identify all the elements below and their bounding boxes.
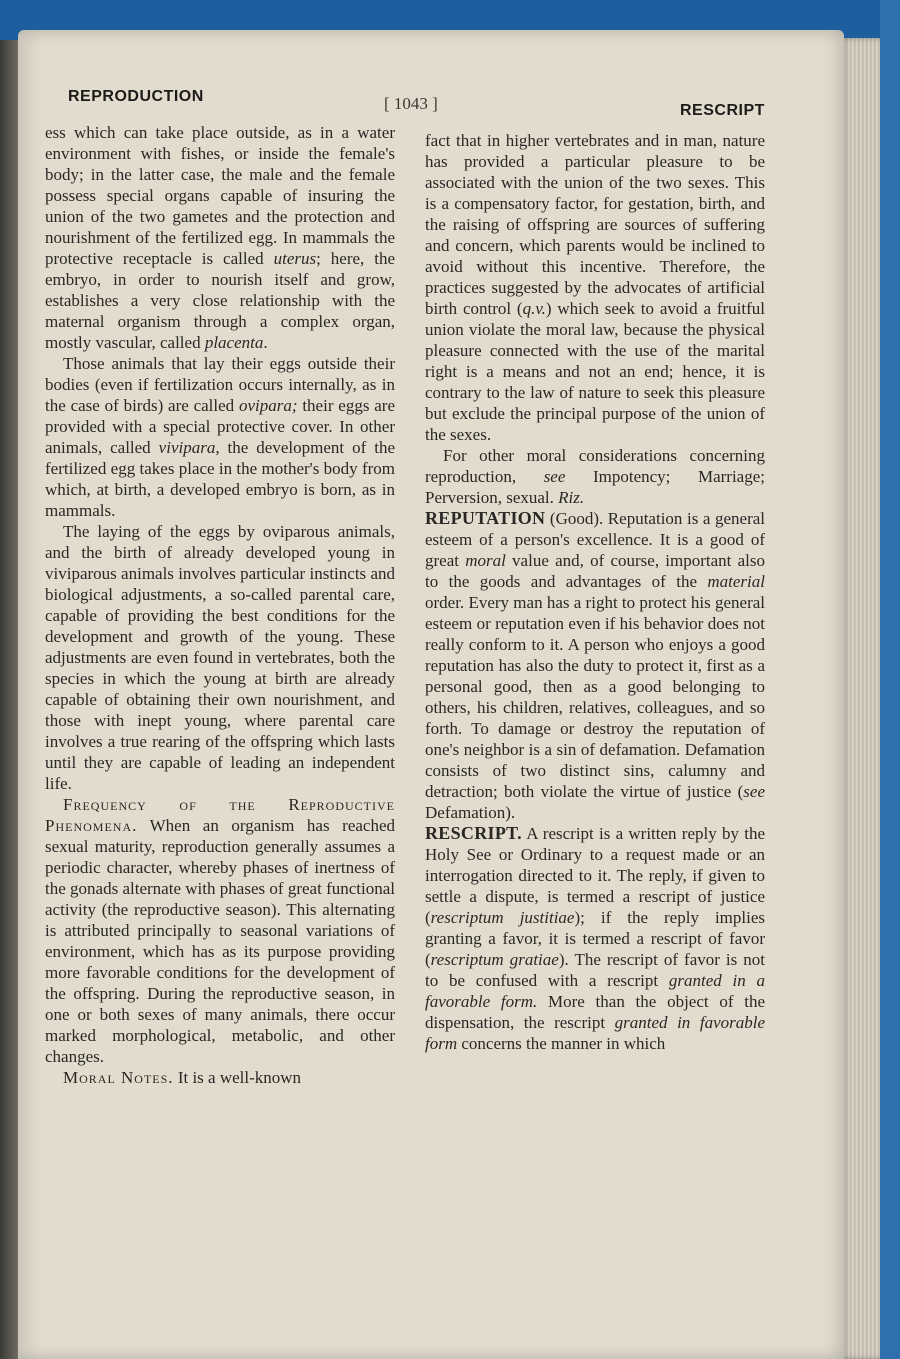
text-run: ); if the reply implies granting a favor, it is termed a rescript of favor ( <box>425 908 765 969</box>
text-run: (Good). Reputation is a general esteem of a person's excellence. It is a good of great <box>425 509 765 570</box>
page-number: [ 1043 ] <box>384 94 438 113</box>
paragraph <box>45 794 395 1067</box>
italic-term: material <box>707 572 765 591</box>
italic-term: uterus <box>273 249 317 268</box>
section-heading: Moral Notes. <box>63 1068 174 1087</box>
paragraph <box>45 1067 395 1088</box>
text-run: It is a well-known <box>173 1068 302 1087</box>
italic-term: rescriptum justitiae <box>430 908 575 927</box>
paragraph: The laying of the eggs by oviparous animals, and the birth of already developed young in viviparous animals involves particular instincts and biological adjustments, a so-called parental care, capable of providing the best conditions for the development and growth of the young. These adjustments are even found in vertebrates, both the species in which the young at birth are already capable of obtaining their own nourishment, and those with inept young, where parental care involves a true rearing of the offspring which lasts until they are capable of leading an independent life. <box>45 522 395 793</box>
italic-term: ovipara; <box>238 396 298 415</box>
text-run: ) which seek to avoid a fruitful union violate the moral law, because the physical pleasure connected with the use of the marital right is a means and not an end; hence, it is contrary to the law of nature to seek this pleasure but exclude the principal purpose of the union of the sexes. <box>425 299 765 444</box>
italic-term: see <box>743 782 765 801</box>
text-run: ess which can take place outside, as in a water environment with fishes, or inside the female's body; in the latter case, the male and the female possess special organs capable of insuring the union of the two gametes and the protection and nourishment of the fertilized egg. In mammals the protective receptacle is called <box>45 123 395 268</box>
italic-term: vivipara <box>158 438 216 457</box>
text-run: , the development of the fertilized egg takes place in the mother's body from which, at birth, a developed embryo is born, as in mammals. <box>45 438 395 520</box>
italic-term: granted in a favorable form. <box>425 971 765 1011</box>
text-run: Impotency; Marriage; Perversion, sexual. <box>425 467 765 507</box>
paragraph <box>45 353 395 521</box>
author-initials: Riz. <box>558 488 585 507</box>
italic-term: rescriptum gratiae <box>430 950 559 969</box>
entry-rescript <box>425 823 765 1054</box>
text-run: their eggs are provided with a special protective cover. In other animals, called <box>45 396 395 457</box>
entry-reputation <box>425 508 765 823</box>
section-heading: Frequency of the Reproductive Phenomena. <box>45 795 395 835</box>
blue-cover-edge <box>880 0 900 1359</box>
text-run: A rescript is a written reply by the Holy See or Ordinary to a request made or an interrogation directed to it. The reply, if given to settle a dispute, is termed a rescript of justice ( <box>425 824 765 927</box>
headword: REPUTATION <box>425 508 546 528</box>
running-head-left: REPRODUCTION <box>68 88 204 105</box>
italic-term: placenta <box>204 333 264 352</box>
text-run: ; here, the embryo, in order to nourish itself and grow, establishes a very close relationship with the maternal organism through a complex organ, mostly vascular, called <box>45 249 395 352</box>
italic-term: moral <box>465 551 506 570</box>
right-column <box>425 130 765 1054</box>
paragraph <box>425 445 765 508</box>
text-run: Those animals that lay their eggs outside their bodies (even if fertilization occurs internally, as in the case of birds) are called <box>45 354 395 415</box>
text-run: When an organism has reached sexual maturity, reproduction generally assumes a periodic character, whereby phases of inertness of the gonads alternate with phases of great functional activity (the reproductive season). This alternating is attributed principally to seasonal variations of environment, which has as its purpose providing more favorable conditions for the development of the offspring. During the reproductive season, in one or both sexes of many animals, there occur marked morphological, metabolic, and other changes. <box>45 816 395 1066</box>
text-run: . <box>263 333 268 352</box>
text-run: ). The rescript of favor is not to be confused with a rescript <box>425 950 765 990</box>
headword: RESCRIPT. <box>425 823 522 843</box>
paragraph <box>45 122 395 353</box>
italic-term: granted in favorable form <box>425 1013 765 1053</box>
text-run: For other moral considerations concerning reproduction, <box>425 446 765 486</box>
italic-term: q.v. <box>522 299 546 318</box>
running-head-right: RESCRIPT <box>680 102 765 119</box>
text-run: value and, of course, important also to the goods and advantages of the <box>425 551 765 591</box>
left-column <box>45 122 395 1088</box>
text-run: More than the object of the dispensation, the rescript <box>425 992 765 1032</box>
text-run: order. Every man has a right to protect his general esteem or reputation even if his behavior does not really conform to it. A person who enjoys a good reputation has also the duty to protect it, first as a personal good, then as a good belonging to others, his children, relatives, colleagues, and so forth. To damage or destroy the reputation of one's neighbor is a sin of defamation. Defamation consists of two distinct sins, calumny and detraction; both violate the virtue of justice ( <box>425 593 765 801</box>
text-run: fact that in higher vertebrates and in man, nature has provided a particular pleasure to be associated with the union of the two sexes. This is a compensatory factor, for gestation, birth, and the raising of offspring are sources of suffering and concern, which parents would be inclined to avoid without this incentive. Therefore, the practices suggested by the advocates of artificial birth control ( <box>425 131 765 318</box>
text-run: Defamation). <box>425 803 516 822</box>
italic-term: see <box>543 467 566 486</box>
text-run: concerns the manner in which <box>457 1034 666 1053</box>
paragraph <box>425 130 765 445</box>
